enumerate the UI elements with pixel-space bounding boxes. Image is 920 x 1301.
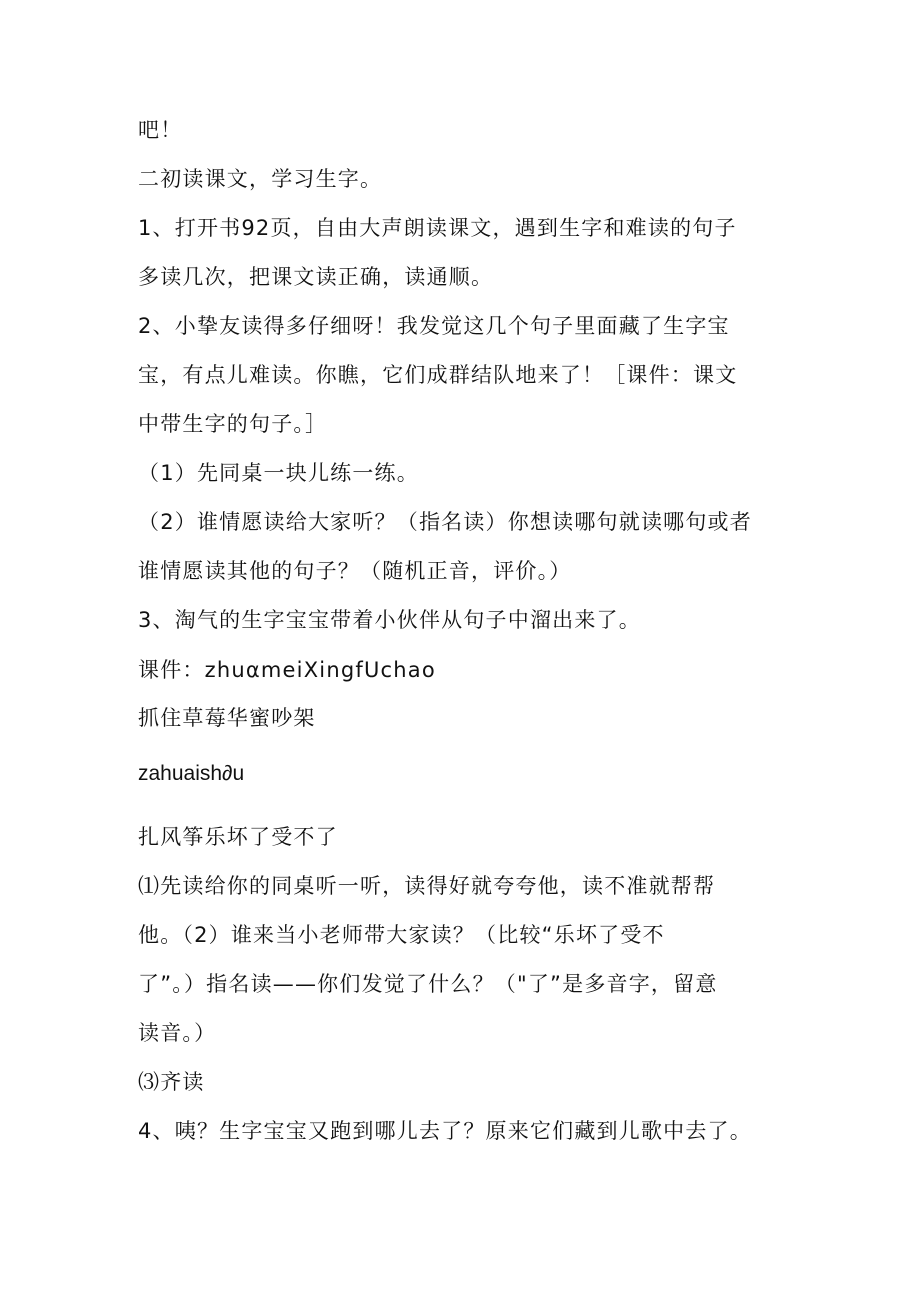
text-line-5: 2、小挚友读得多仔细呀！我发觉这几个句子里面藏了生字宝 (138, 314, 730, 338)
text-line-18: 了”。）指名读——你们发觉了什么？（"了”是多音字，留意 (138, 972, 718, 996)
text-line-13: 抓住草莓华蜜吵架 (138, 706, 316, 730)
text-line-20: ⑶齐读 (138, 1070, 205, 1094)
text-line-19: 读音。） (138, 1021, 217, 1045)
text-line-3: 1、打开书92页，自由大声朗读课文，遇到生字和难读的句子 (138, 216, 737, 240)
text-line-12: 课件：zhuαmeiXingfUchao (138, 658, 436, 682)
text-line-15: 扎风筝乐坏了受不了 (138, 825, 338, 849)
text-line-10: 谁情愿读其他的句子？（随机正音，评价。） (138, 559, 572, 583)
text-line-8: （1）先同桌一块儿练一练。 (138, 461, 419, 485)
text-line-11: 3、淘气的生字宝宝带着小伙伴从句子中溜出来了。 (138, 608, 641, 632)
text-line-17: 他。（2）谁来当小老师带大家读？（比较“乐坏了受不 (138, 923, 665, 947)
text-line-21: 4、咦？生字宝宝又跑到哪儿去了？原来它们藏到儿歌中去了。 (138, 1119, 752, 1143)
text-line-14: zahuaish∂u (138, 762, 245, 785)
text-line-9: （2）谁情愿读给大家听？（指名读）你想读哪句就读哪句或者 (138, 510, 752, 534)
text-line-7: 中带生字的句子。］ (138, 412, 328, 436)
text-line-16: ⑴先读给你的同桌听一听，读得好就夸夸他，读不准就帮帮 (138, 874, 716, 898)
text-line-2: 二初读课文，学习生字。 (138, 167, 383, 191)
text-line-6: 宝，有点儿难读。你瞧，它们成群结队地来了！［课件：课文 (138, 363, 738, 387)
text-line-1: 吧！ (138, 118, 183, 142)
text-line-4: 多读几次，把课文读正确，读通顺。 (138, 265, 494, 289)
